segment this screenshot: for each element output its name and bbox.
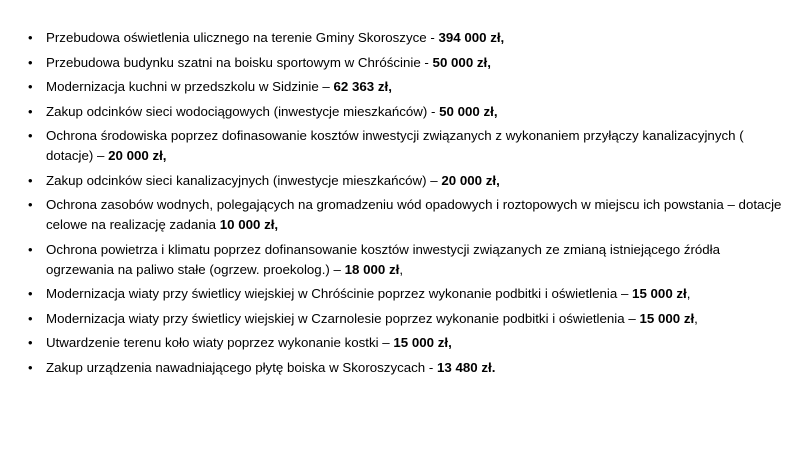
investment-list bbox=[26, 28, 786, 382]
list-item bbox=[26, 284, 786, 304]
item-text: Modernizacja kuchni w przedszkolu w Sidzinie – bbox=[46, 79, 334, 94]
item-amount: 50 000 zł, bbox=[432, 54, 491, 70]
list-item bbox=[26, 28, 786, 48]
item-amount: 13 480 zł. bbox=[437, 359, 496, 375]
list-item bbox=[26, 309, 786, 329]
item-text: Przebudowa oświetlenia ulicznego na terenie Gminy Skoroszyce - bbox=[46, 30, 439, 45]
item-text: Ochrona zasobów wodnych, polegających na gromadzeniu wód opadowych i roztopowych w miejscu ich powstania – dotacje celowe na realizację zadania bbox=[46, 197, 782, 232]
bullet-icon: • bbox=[28, 103, 33, 119]
item-text: Ochrona środowiska poprzez dofinasowanie kosztów inwestycji związanych z wykonaniem przyłączy kanalizacyjnych ( dotacje) – bbox=[46, 128, 744, 163]
item-text: Utwardzenie terenu koło wiaty poprzez wykonanie kostki – bbox=[46, 335, 394, 350]
bullet-icon: • bbox=[28, 335, 33, 350]
list-item bbox=[26, 240, 786, 280]
bullet-icon: • bbox=[28, 286, 33, 301]
item-amount: 10 000 zł, bbox=[219, 217, 279, 232]
item-amount: 15 000 zł, bbox=[393, 335, 452, 350]
item-amount: 394 000 zł, bbox=[438, 30, 505, 45]
item-text: Zakup urządzenia nawadniającego płytę boiska w Skoroszycach - bbox=[46, 359, 437, 375]
bullet-icon: • bbox=[28, 54, 33, 70]
item-tail: , bbox=[694, 310, 698, 326]
list-item bbox=[26, 358, 786, 378]
bullet-icon: • bbox=[28, 241, 33, 257]
item-amount: 50 000 zł, bbox=[439, 103, 498, 119]
bullet-icon: • bbox=[28, 128, 33, 143]
item-text: Przebudowa budynku szatni na boisku sportowym w Chróścinie - bbox=[46, 54, 433, 70]
list-item bbox=[26, 126, 786, 166]
bullet-icon: • bbox=[28, 30, 33, 45]
item-text: Ochrona powietrza i klimatu poprzez dofinansowanie kosztów inwestycji związanych ze zmianą istniejącego źródła ogrzewania na paliwo stałe (ogrzew. proekolog.) – bbox=[46, 241, 721, 277]
item-text: Modernizacja wiaty przy świetlicy wiejskiej w Czarnolesie poprzez wykonanie podbitki i oświetlenia – bbox=[46, 310, 640, 326]
item-amount: 20 000 zł, bbox=[108, 148, 167, 163]
item-tail: , bbox=[399, 261, 404, 277]
list-item bbox=[26, 77, 786, 97]
bullet-icon: • bbox=[28, 310, 33, 326]
item-tail: , bbox=[686, 286, 691, 301]
bullet-icon: • bbox=[28, 172, 33, 188]
item-text: Modernizacja wiaty przy świetlicy wiejskiej w Chróścinie poprzez wykonanie podbitki i oświetlenia – bbox=[46, 286, 633, 301]
list-item bbox=[26, 171, 786, 191]
bullet-icon: • bbox=[28, 359, 33, 375]
list-item bbox=[26, 53, 786, 73]
list-item bbox=[26, 333, 786, 353]
item-amount: 15 000 zł bbox=[632, 286, 687, 301]
item-text: Zakup odcinków sieci kanalizacyjnych (inwestycje mieszkańców) – bbox=[46, 172, 442, 188]
item-amount: 18 000 zł bbox=[344, 261, 400, 277]
item-text: Zakup odcinków sieci wodociągowych (inwestycje mieszkańców) - bbox=[46, 103, 440, 119]
item-amount: 20 000 zł, bbox=[441, 172, 500, 188]
list-item bbox=[26, 102, 786, 122]
list-item bbox=[26, 195, 786, 235]
bullet-icon: • bbox=[28, 79, 33, 94]
bullet-icon: • bbox=[28, 197, 33, 212]
item-amount: 62 363 zł, bbox=[333, 79, 392, 94]
item-amount: 15 000 zł bbox=[639, 310, 695, 326]
